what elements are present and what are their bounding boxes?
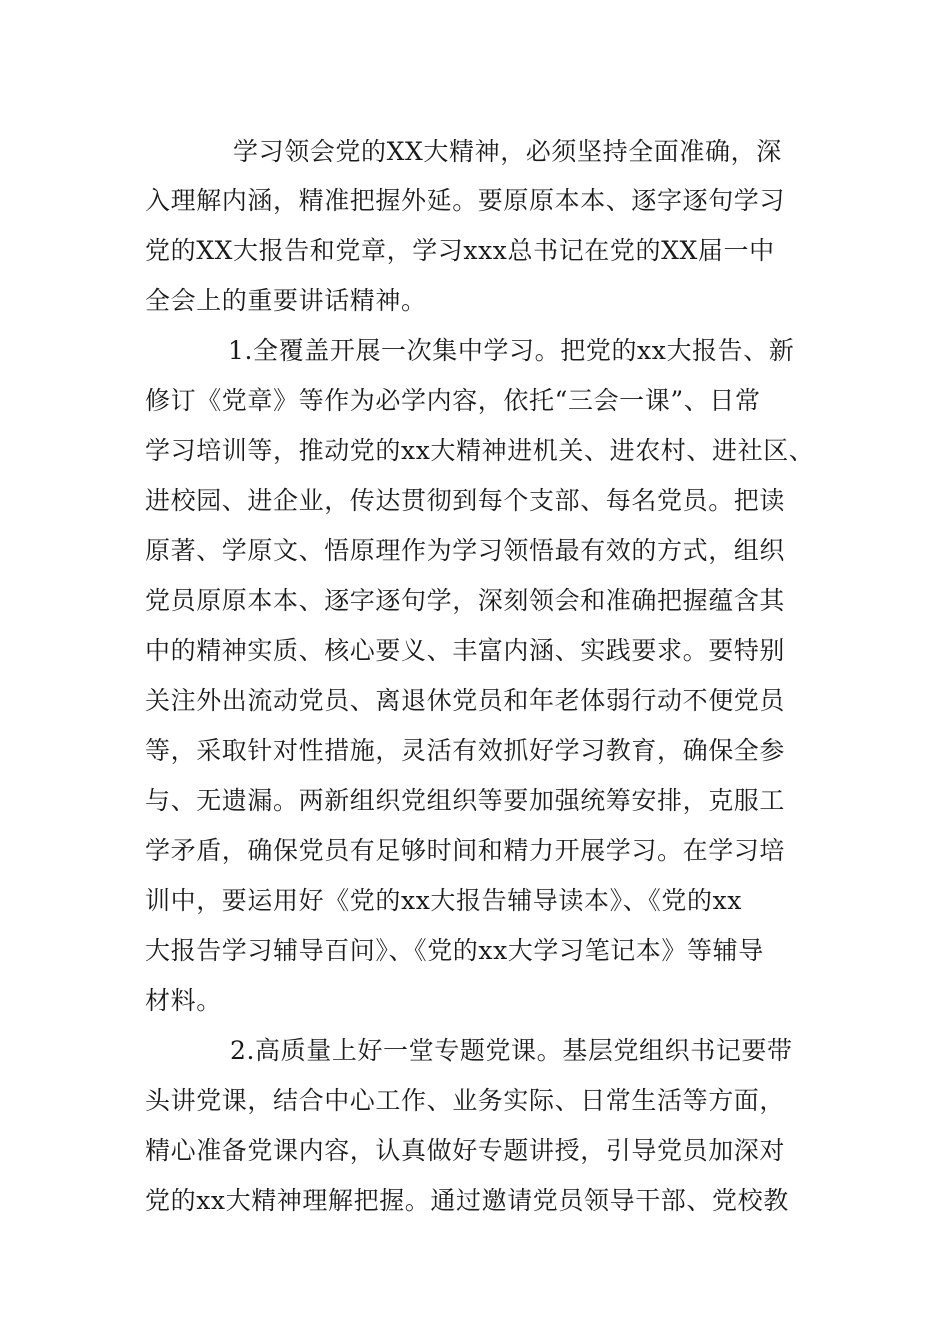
text-line: 党的xx大精神理解把握。通过邀请党员领导干部、党校教: [145, 1186, 789, 1215]
text-line: 党员原原本本、逐字逐句学，深刻领会和准确把握蕴含其: [145, 586, 786, 615]
text-line: 材料。: [145, 986, 222, 1015]
text-line: 入理解内涵，精准把握外延。要原原本本、逐字逐句学习: [145, 186, 786, 215]
text-line: 精心准备党课内容，认真做好专题讲授，引导党员加深对: [145, 1136, 786, 1165]
text-line: 大报告学习辅导百问》、《党的xx大学习笔记本》等辅导: [145, 936, 764, 965]
text-line: 全会上的重要讲话精神。: [145, 286, 427, 315]
text-line: 党的XX大报告和党章，学习xxx总书记在党的XX届一中: [145, 236, 775, 265]
text-line: 中的精神实质、核心要义、丰富内涵、实践要求。要特别: [145, 636, 786, 665]
text-line: 修订《党章》等作为必学内容，依托“三会一课”、日常: [145, 386, 761, 415]
text-line: 进校园、进企业，传达贯彻到每个支部、每名党员。把读: [145, 486, 786, 515]
text-line: 训中，要运用好《党的xx大报告辅导读本》、《党的xx: [145, 886, 742, 915]
text-line: 等，采取针对性措施，灵活有效抓好学习教育，确保全参: [145, 736, 786, 765]
text-line: 头讲党课，结合中心工作、业务实际、日常生活等方面，: [145, 1086, 786, 1115]
text-line: 学习领会党的XX大精神，必须坚持全面准确，深: [233, 137, 782, 166]
text-line: 学习培训等，推动党的xx大精神进机关、进农村、进社区、: [145, 436, 815, 465]
text-line: 1.全覆盖开展一次集中学习。把党的xx大报告、新: [228, 336, 795, 365]
text-line: 2.高质量上好一堂专题党课。基层党组织书记要带: [230, 1036, 793, 1065]
text-line: 原著、学原文、悟原理作为学习领悟最有效的方式，组织: [145, 536, 786, 565]
text-line: 学矛盾，确保党员有足够时间和精力开展学习。在学习培: [145, 836, 786, 865]
text-line: 关注外出流动党员、离退休党员和年老体弱行动不便党员: [145, 686, 786, 715]
text-line: 与、无遗漏。两新组织党组织等要加强统筹安排，克服工: [145, 786, 786, 815]
